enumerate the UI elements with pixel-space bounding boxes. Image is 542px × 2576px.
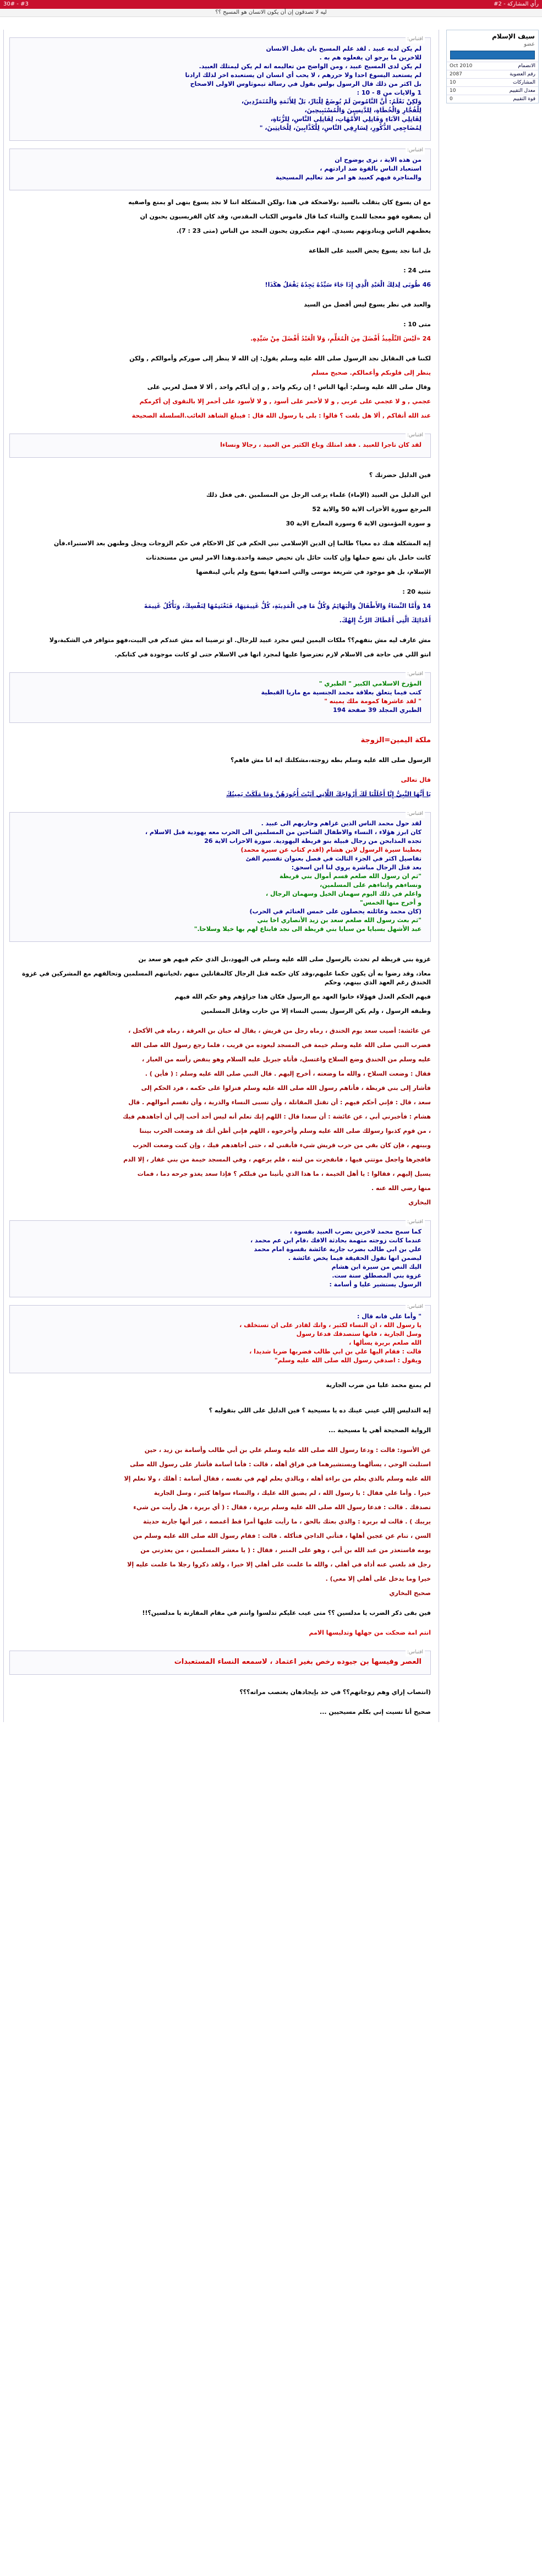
post-text: والعبد في نظر يسوع ليس أفضل من السيد <box>304 301 431 308</box>
verse-text: 24 «لَيْسَ التِّلْمِيذُ أَفْضَلَ مِنَ الْمُعَلِّمِ، وَلاَ الْعَبْدُ أَفْضَلَ مِنْ سَيِّدِهِ. <box>250 335 431 342</box>
hadith-text: سعد ، قال : فإني أحكم فيهم : أن تقتل المقاتلة ، وأن تسبى النساء والذرية ، وأن تقسم أموالهم . قال <box>128 1099 431 1106</box>
hadith-text: الله عليه وسلم بالذي يعلم من براءة أهله ، وبالذي يعلم لهم في نفسه ، فقال أسامة : أهلك ، ولا نعلم إلا <box>124 1475 431 1482</box>
quote-label: اقتباس: <box>406 809 425 818</box>
stat-row: رقم العضوية 2087 <box>447 70 538 79</box>
stat-row: معدل التقييم 10 <box>447 87 538 95</box>
post-text: الرواية الصحيحة أهي يا مسيحية ... <box>329 1427 431 1434</box>
quote-line: (كان محمد وعائلته يحصلون على خمس الغنائم في الحرب) <box>249 908 421 915</box>
stat-row: الانضمام Oct 2010 <box>447 62 538 70</box>
post-text: مش عارف ليه مش بتفهم؟؟ ملكات اليمين ليس مجرد عبيد للرجال. او ترضينا انه مش عندكم في البيت،فهو متوافر في الشكبة،ولا <box>49 637 431 644</box>
post-text: متى 10 : <box>403 321 431 328</box>
quote-block <box>9 1220 431 1297</box>
hadith-text: عن الأسود: قالت : ودعا رسول الله صلى الله عليه وسلم علي بن أبي طالب وأسامة بن زيد ، حين <box>144 1446 431 1454</box>
post-text: تثنية 20 : <box>402 588 431 595</box>
post-text: إيه التدليس إللي عيني عينك ده يا مسيحية ؟ فين الدليل على اللي بتقوليه ؟ <box>209 1407 431 1414</box>
quote-line: ويقول : اصدقي رسول الله صلى الله عليه وسلم" <box>274 1357 421 1364</box>
verse-text: يَا أَيُّهَا النَّبِيُّ إِنَّا أَحْلَلْنَا لَكَ أَزْوَاجَكَ اللَّاتِي آتَيْتَ أُجُورَهُنَّ وَمَا مَلَكَتْ يَمِينُكَ <box>226 791 431 798</box>
top-bar <box>0 0 542 9</box>
stat-row: قوة التقييم 0 <box>447 95 538 103</box>
quote-label: اقتباس: <box>406 1648 425 1657</box>
post-text: فين الدليل حضرتك ؟ <box>369 472 431 479</box>
hadith-source: البخاري <box>408 1199 431 1206</box>
quote-line: "ثم بعث رسول الله صلعم سعد بن زيد الأنصاري اخا بني <box>257 917 421 924</box>
post-text: فين بقى ذكر الضرب يا مدلسين ؟؟ متى عيب عليكم تدلسوا وانتم في مقام المقارنة يا مدلسين؟!! <box>142 1609 431 1616</box>
quote-line: علي بن ابي طالب بضرب جارية عائشة بقسوة امام محمد <box>254 1246 421 1253</box>
post-text: وطبقه الرسول ، ولم يكن الرسول يسبي النساء إلا من حارب وقاتل المسلمين <box>201 1007 431 1015</box>
quote-line: من هذه الاية ، نرى يوضوح ان <box>335 156 421 163</box>
quote-line: لِقَاتِلِي الآبَاءِ وَقَاتِلِي الأُمَّهَاتِ، لِقَاتِلِي النَّاسِ، لِلزُّنَاةِ، <box>270 116 421 123</box>
thread-title: ليه لا تصدقون إن أن يكون الانسان هو المسيح ؟؟ <box>0 9 542 17</box>
author-name[interactable]: سيف الإسلام <box>492 32 535 40</box>
quote-line: كما سمح محمد لاخرين بضرب العبيد بقسوة ، <box>289 1228 421 1235</box>
quote-line: يعطينا سيرة الرسول لابن هشام (اقدم كتاب عن سيرة محمد) <box>240 846 421 853</box>
quote-line: غزوة بني المصطلق سنة ست. <box>332 1272 421 1279</box>
hadith-text: السن ، تنام عن عجين أهلها ، فتأتي الداجن فتأكله . قالت : فقام رسول الله صلى الله عليه وسلم من <box>133 1532 431 1539</box>
post-text: بل اننا نجد يسوع يحض العبيد على الطاعة <box>309 247 431 254</box>
post-text: انتم امة ضحكت من جهلها وتدليسها الامم <box>309 1629 431 1636</box>
verse-text: 46 طُوبَى لِذلِكَ الْعَبْدِ الَّذِي إِذَا جَاءَ سَيِّدُهُ يَجِدُهُ يَفْعَلُ هكَذَا! <box>265 281 431 288</box>
quote-line: لم يكن لدى المسيح عبيد ، ومن الواضح من تعاليمه انه لم يكن ليمتلك العبيد. <box>199 63 421 70</box>
quote-line: و أخرج منها الخمس" <box>360 899 421 906</box>
hadith-text: يريبك ) . قالت له بريرة : والذي بعثك بالحق ، ما رأيت عليها أمرا قط أغمصه ، غير أنها جارية حديثة <box>143 1518 431 1525</box>
quote-line: استعباد الناس بالقوة ضد ارادتهم ، <box>320 165 421 172</box>
hadith-text: يومه فاستعذر من عبد الله بن أبي ، وهو على المنبر ، فقال : ( يا معشر المسلمين ، من يعذرني من <box>140 1547 431 1554</box>
hadith-text: خيرا وما يدخل على أهلي إلا معي) . <box>325 1575 431 1582</box>
quote-line: قالت : فقام اليها علي بن ابي طالب فضربها ضربا شديدا ، <box>249 1348 421 1355</box>
quote-block <box>9 672 431 723</box>
post-text: الرسول صلى الله عليه وسلم بطه زوجته،مشكلتك ايه انا مش فاهم؟ <box>230 757 431 764</box>
quote-line: " لقد عاشرها كمومة ملك يمينه " <box>324 698 421 705</box>
post-text: انتو اللي في حاجة فى الاسلام لازم تعترضوا عليها لمجرد انها في الاسلام حتى لو كانت موجودة في كتابكم. <box>114 651 431 658</box>
hadith-text: ينظر إلى قلوبكم وأعمالكم. صحيح مسلم <box>311 369 431 376</box>
hadith-text: فأشار إلى بني قريظة ، فأتاهم رسول الله صلى الله عليه وسلم فنزلوا على حكمه ، فرد الحكم إلى <box>141 1084 431 1092</box>
hadith-text: عليه وسلم من الخندق وضع السلاح واغتسل، فأتاه جبريل عليه السلام وهو ينفض رأسه من الغبار ، <box>141 1056 431 1063</box>
quote-line: بعد قتل الرجال مباشرة يروي لنا ابن اسحق: <box>291 864 421 871</box>
hadith-source: صحيح البخاري <box>389 1590 431 1597</box>
author-rank: عضو <box>524 41 535 47</box>
quote-line: المؤرخ الاسلامي الكبير " الطبري " <box>319 680 421 687</box>
quote-line: لقد حول محمد الناس الذين غزاهم وحاربهم الى عبيد . <box>261 820 421 827</box>
hadith-text: منها رضي الله عنه . <box>371 1185 431 1192</box>
post-text: وقال صلى الله عليه وسلم: أيها الناس ! إن ربكم واحد , و إن أباكم واحد , ألا لا فضل لعربي على <box>147 383 431 391</box>
post-text: فيهم الحكم العدل فهؤلاء خانوا العهد مع الرسول فكان هذا جزاؤهم وهو حكم الله فيهم <box>174 993 431 1000</box>
quote-line: لم يستعبد اليسوع احدا ولا حررهم ، لا يحب أي انسان ان يستعبده اخر لذلك ارادنا <box>185 72 421 79</box>
author-stats <box>447 62 538 103</box>
post-text: المرجع سورة الأحزاب الاية 50 والاية 52 <box>312 506 431 513</box>
quote-line: وَلكِنْ نَعْلَمُ: أَنَّ النَّامُوسَ لَمْ يُوضَعْ لِلْبَارِّ، بَلْ لِلأَثَمَةِ وَالْمُتَمَرِّدِينَ، <box>241 98 421 105</box>
quote-line: لقد كان تاجرا للعبيد . فقد امتلك وباع الكثير من العبيد ، رجالا ونساءا <box>220 441 421 448</box>
quote-line: يا رسول الله ، ان النساء لكثير ، وانك لقادر على ان تستخلف ، <box>239 1322 421 1329</box>
quote-line: للاخرين ما يرجو ان يفعلوه هم به . <box>319 54 421 61</box>
quote-block <box>9 812 431 942</box>
quote-line: كان ابرز هؤلاء ، النساء والاطفال الشاحين من المسلمين الى الحرب معه يهودية قبل الاسلام ، <box>145 829 421 836</box>
post-text: معاذ، وقد رضوا به أن يكون حكما عليهم،وقد كان حكمه قتل الرجال كالمقاتلين منهم ،لخيانتهم المسلمين وتحالفهم مع المشركين في غزوة الخندق رغم العهد الذي بينهم، وحكم <box>21 970 431 986</box>
post-number-label[interactable]: رأي المشاركة - 2# <box>494 1 539 7</box>
hadith-text: رجل قد بلغني عنه أذاه في أهلي ، والله ما علمت على أهلي إلا خيرا ، ولقد ذكروا رجلا ما علمت عليه إلا <box>127 1561 431 1568</box>
quote-line: وسل الجارية ، فانها ستصدقك فدعا رسول <box>296 1330 421 1338</box>
quote-line: اليك النص من سيرة ابن هشام <box>331 1263 421 1270</box>
quote-label: اقتباس: <box>406 431 425 440</box>
post-body <box>3 30 439 1722</box>
hadith-text: خيرا . وأما علي فقال : يا رسول الله ، لم يضيق الله عليك ، والنساء سواها كثير ، وسل الجارية <box>154 1489 431 1497</box>
post-text: إيه المشكلة هتك ده معيا؟ طالما إن الدين الإسلامي نبي الحكم في كل الاحكام في حكم الزوجات ويجل وطنهن بعد الاستبراء.فأن <box>53 540 431 547</box>
quote-block <box>9 1651 431 1675</box>
hadith-text: وبينهم ، فإن كان بقي من حرب قريش شيء فأبقني له ، حتى أجاهدهم فيك ، وإن كنت وضعت الحرب <box>133 1142 431 1149</box>
quote-line: عبد الأشهل بسبايا من سبايا بني قريظة الى نجد فابتاع لهم بها خيلا وسلاحا." <box>194 925 421 933</box>
quote-line: تجده المذابحن من رجال قبيلة بنو قريظة اليهودية. سورة الاحزاب الاية 26 <box>204 837 421 845</box>
hadith-text: فقال : وضعت السلاح ، والله ما وضعته ، أخرج إليهم . قال النبي صلى الله عليه وسلم : ( فأين ) . <box>145 1070 431 1077</box>
post-text: متى 24 : <box>403 267 431 274</box>
quote-line: الله صلعم بريرة يسألها ، <box>349 1339 421 1346</box>
quote-line: 1 والايات من 8 - 10 : <box>357 89 421 96</box>
quote-line: والمتاجرة فيهم كعبيد هو امر ضد تعاليم المسيحية <box>275 174 421 181</box>
verse-text: 14 وَأَمَّا النِّسَاءُ وَالأَطْفَالُ وَالْبَهَائِمُ وَكُلُّ مَا فِي الْمَدِينَةِ، كُلُّ غَنِيمَتِهَا، فَتَغْتَنِمُهَا لِنَفْسِكَ، وَتَأْكُلُ غَنِيمَةَ <box>144 602 431 610</box>
author-panel <box>446 30 539 103</box>
hadith-text: عند الله أتقاكم , ألا هل بلغت ؟ قالوا : بلى يا رسول الله قال : فيبلغ الشاهد الغائب.السلسلة الصحيحة <box>132 412 431 419</box>
post-text: يعظمهم الناس وينادونهم بسيدي. انهم متكبرون يحبون المجد من الناس (متى 23 : 7). <box>176 227 431 234</box>
hadith-text: عن عائشة: أصيب سعد يوم الخندق ، رماه رجل من قريش ، يقال له حبان بن العرقة ، رماه في الأكحل ، <box>128 1027 431 1034</box>
post-text: لم يمنع محمد عليا من ضرب الجارية <box>326 1382 431 1389</box>
post-text: (انتصاب إزاي وهم زوجاتهم؟؟ في حد بإيجادهان يغتصب مراته؟؟؟ <box>239 1689 431 1696</box>
quote-label: اقتباس: <box>406 1302 425 1311</box>
quote-line: ونساءهم وابناءهم على المسلمين، <box>320 881 421 889</box>
hadith-text: عجمي , و لا عجمي على عربي , و لا لأحمر على أسود , و لا لأسود على أحمر إلا بالتقوى إن أكرمكم <box>139 398 431 405</box>
post-heading: ملكة اليمين=الزوجة <box>360 736 431 744</box>
stat-row: المشاركات 10 <box>447 79 538 87</box>
post-text: مع ان يسوع كان يتقلب بالسيد ،ولاضخكة في هذا ،ولكن المشكلة اننا لا نجد يسوع ينهى او يمنع واصفيه <box>128 199 431 206</box>
post-text: كانت حامل بان تضع حملها وإن كانت حائل بان تحيض حيضة واحدة.وهذا الامر ليس من مستحدثات <box>146 554 431 561</box>
quote-line: تفاصيل اكثر في الجزء الثالث في فصل بعنوان تقسيم الفئ <box>245 855 421 862</box>
quote-line: لم يكن لديه عبيد . لقد علم المسيح بان يقبل الانسان <box>266 45 421 52</box>
hadith-text: هشام : فأخبرني أبي ، عن عائشة : أن سعدا قال : اللهم إنك تعلم أنه ليس أحد أحب إلي أن أجاهدهم فيك <box>123 1113 431 1120</box>
hadith-text: تصدقك . قالت : فدعا رسول الله صلى الله عليه وسلم بريرة ، فقال : ( أي بريرة ، هل رأيت من شيء <box>133 1504 431 1511</box>
quote-label: اقتباس: <box>406 1218 425 1226</box>
quote-line: الرسول يستشير عليا و أسامة : <box>329 1281 421 1288</box>
post-text: الإسلام، بل هو موجود في شريعة موسى والتي اصدقها يسوع ولم يأتي لينقضها <box>196 568 431 576</box>
post-text: و سورة المؤمنون الاية 6 وسورة المعارج الاية 30 <box>286 520 431 527</box>
quote-line: ليضمن انها تقول الحقيقة فيما يخص عائشة . <box>288 1254 421 1262</box>
quote-label: اقتباس: <box>406 670 425 678</box>
quote-block <box>9 1305 431 1373</box>
post-text: أن يصفوه فهو معجبا للمدح والثناء كما قال قاموس الكتاب المقدس، وقد كان الفريسيون يحبون ان <box>140 213 431 220</box>
hadith-text: استلبث الوحي ، يسألهما ويستشيرهما في فراق أهله ، قالت : فأما أسامة فأشار على رسول الله صلى <box>130 1461 431 1468</box>
hadith-text: فضرب النبي صلى الله عليه وسلم خيمة في المسجد ليعوده من قريب ، فلما رجع رسول الله صلى الله <box>130 1042 431 1049</box>
hadith-text: يسيل إليهم ، فقالوا : يا أهل الخيمة ، ما هذا الذي يأتينا من قبلكم ؟ فإذا سعد يغذو جرحه دما ، فمات <box>137 1170 431 1177</box>
verse-text: أَعْدَائِكَ الَّتِي أَعْطَاكَ الرَّبُّ إِلهُكَ. <box>339 617 431 624</box>
quote-line: لِلْفُجَّارِ وَالْخُطَاةِ، لِلدَّنِسِينَ وَالْمُسْتَبِيحِينَ، <box>304 107 421 114</box>
quote-block <box>9 37 431 141</box>
quote-block <box>9 434 431 458</box>
quote-label: اقتباس: <box>406 146 425 155</box>
quote-label: اقتباس: <box>406 35 425 43</box>
quote-line: "ثم ان رسول الله صلعم قسم أموال بني قريظة <box>279 873 421 880</box>
post-link[interactable]: #3 - 30# <box>3 1 29 7</box>
post-text: غزوة بني قريظة لم تحدث بالرسول صلى الله عليه وسلم في اليهود،بل الذي حكم فيهم هو سعد بن <box>138 956 431 963</box>
rank-badge-icon <box>450 51 535 59</box>
hadith-text: ، من قوم كذبوا رسولك صلى الله عليه وسلم وأخرجوه ، اللهم فإني أظن أنك قد وضعت الحرب بيننا <box>139 1127 431 1134</box>
post-text: لكننا في المقابل نجد الرسول صلى الله عليه وسلم يقول: إن الله لا ينظر إلى صوركم وأموالكم , ولكن <box>129 355 431 362</box>
quote-line: العصر وفيسها بن جيوده رخص بغير اعتماد ، لاسمعه النساء المستعبدات <box>174 1658 421 1666</box>
quote-line: بل اكثر من ذلك قال الرسول بولس بقول في رسالة تيموثاوس الاولى الاصحاح <box>190 80 421 87</box>
post-text: قال تعالى <box>401 776 431 783</box>
post-text: صحيح أنا نسيت إني بكلم مسيحيين ... <box>320 1708 431 1715</box>
quote-line: الطبري المجلد 39 صفحة 194 <box>333 706 421 714</box>
quote-line: واعلم في ذلك اليوم سهمان الخيل وسهمان الرجال ، <box>265 890 421 897</box>
quote-line: كتب فيما يتعلق بعلاقة محمد الجنسية مع ماريا القبطية <box>261 689 421 696</box>
quote-line: لِمُضَاجِعِي الذُّكُورِ، لِسَارِقِي النَّاسِ، لِلْكَذَّابِينَ، لِلْحَانِثِينَ، " <box>259 124 421 131</box>
quote-block <box>9 149 431 190</box>
post-text: اين الدليل من العبيد (الإماء) علماء يرغب الرجل من المسلمين .فى فعل ذلك <box>206 491 431 498</box>
quote-line: عندما كانت زوجته متهمة بحادثة الافك ،قام ابن عم محمد ، <box>250 1237 421 1244</box>
hadith-text: فافجرها واجعل موتتي فيها ، فانفجرت من لبته ، فلم يرعهم ، وفي المسجد خيمة من بني غفار ، إلا الدم <box>123 1156 431 1163</box>
quote-line: " وأما علي فانه قال : <box>357 1313 421 1320</box>
